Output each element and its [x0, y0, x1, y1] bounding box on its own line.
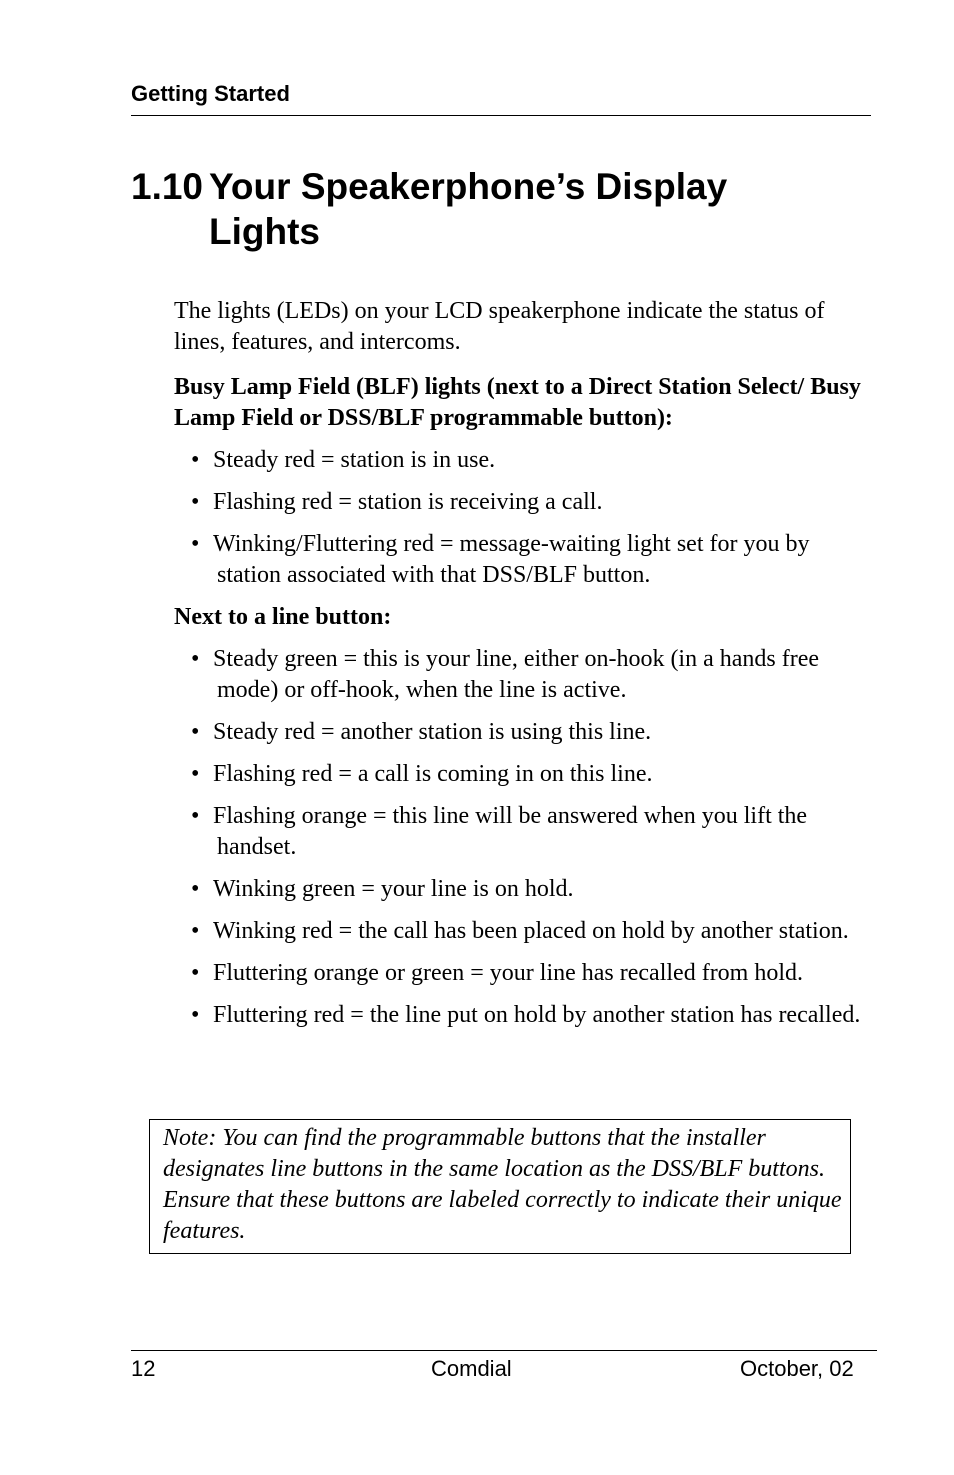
list-item: • Steady green = this is your line, either on-hook (in a hands free mode) or off-hook, when the line is active.	[191, 646, 820, 703]
bullet-icon: •	[191, 803, 200, 829]
bullet-icon: •	[191, 761, 200, 787]
footer-date: October, 02	[740, 1356, 854, 1381]
section-title	[131, 164, 871, 254]
blf-heading: Busy Lamp Field (BLF) lights (next to a Direct Station Select/ Busy Lamp Field or DSS/BLF programmable button):	[174, 374, 861, 431]
list-item: • Fluttering red = the line put on hold by another station has recalled.	[174, 1000, 874, 1031]
bullet-icon: •	[191, 876, 200, 902]
note-box: Note: You can find the programmable buttons that the installer designates line buttons in the same location as the DSS/BLF buttons. Ensure that these buttons are labeled correctly to indicate their unique features.	[149, 1119, 851, 1254]
list-item: • Steady red = another station is using this line.	[174, 717, 874, 748]
page-number: 12	[131, 1356, 156, 1381]
running-header: Getting Started	[131, 81, 290, 106]
line-button-list	[174, 644, 874, 1031]
bullet-icon: •	[191, 447, 200, 473]
list-item: • Winking/Fluttering red = message-waiting light set for you by station associated with that DSS/BLF button.	[191, 531, 810, 588]
bullet-icon: •	[191, 719, 200, 745]
list-item: • Fluttering orange or green = your line has recalled from hold.	[174, 958, 874, 989]
list-item: • Winking red = the call has been placed on hold by another station.	[174, 916, 874, 947]
header-rule	[131, 115, 871, 116]
footer-rule	[131, 1350, 877, 1351]
section-title-line1: Your Speakerphone’s Display	[209, 166, 728, 207]
bullet-icon: •	[191, 646, 200, 672]
section-number: 1.10	[131, 166, 204, 207]
bullet-icon: •	[191, 960, 200, 986]
section-title-line2: Lights	[209, 211, 320, 252]
list-item: • Flashing orange = this line will be answered when you lift the handset.	[191, 803, 808, 860]
list-item: • Winking green = your line is on hold.	[174, 874, 874, 905]
bullet-icon: •	[191, 489, 200, 515]
footer-company: Comdial	[431, 1356, 512, 1381]
line-button-heading: Next to a line button:	[174, 604, 392, 630]
blf-list	[174, 445, 874, 591]
body-content	[174, 296, 874, 1042]
intro-paragraph: The lights (LEDs) on your LCD speakerphone indicate the status of lines, features, and intercoms.	[174, 298, 825, 355]
list-item: • Flashing red = station is receiving a call.	[174, 487, 874, 518]
list-item: • Steady red = station is in use.	[174, 445, 874, 476]
bullet-icon: •	[191, 1002, 200, 1028]
list-item: • Flashing red = a call is coming in on this line.	[174, 759, 874, 790]
bullet-icon: •	[191, 531, 200, 557]
bullet-icon: •	[191, 918, 200, 944]
